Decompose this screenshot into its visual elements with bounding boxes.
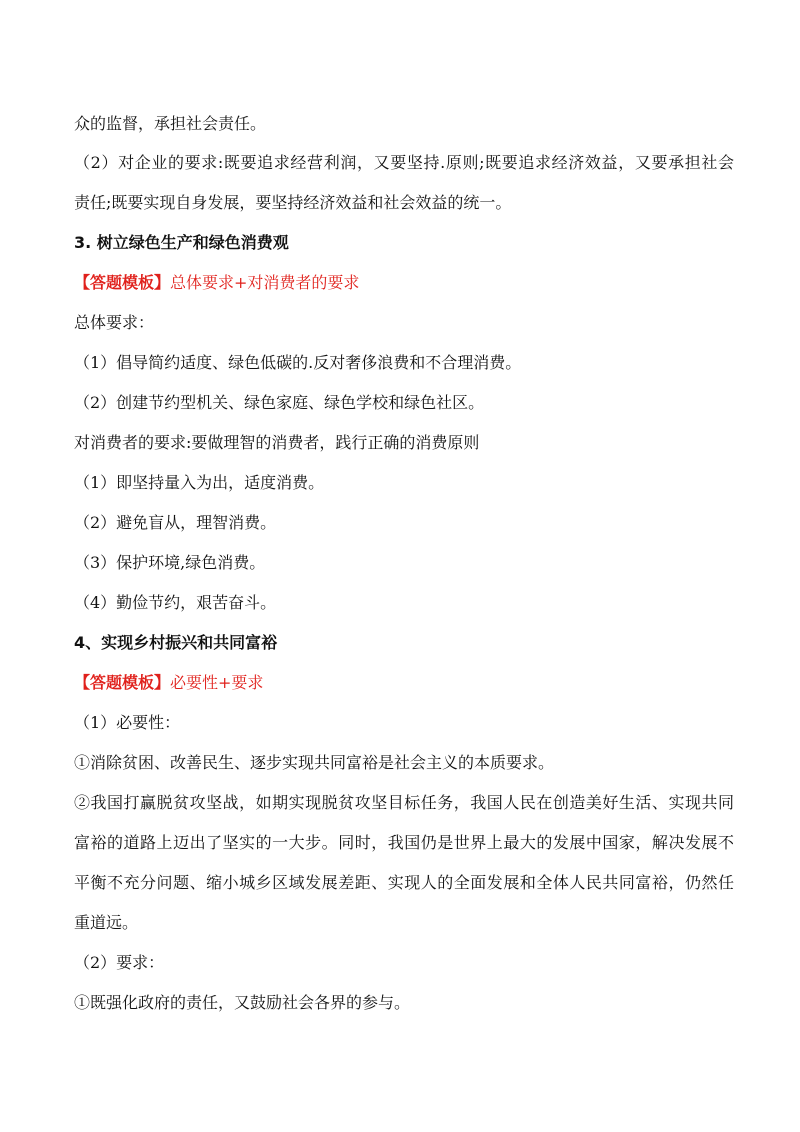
answer-template-3 xyxy=(74,272,734,294)
paragraph-line: ②我国打赢脱贫攻坚战，如期实现脱贫攻坚目标任务，我国人民在创造美好生活、实现共同 xyxy=(74,793,734,812)
answer-template-4 xyxy=(74,672,734,694)
list-item: （3）保护环境,绿色消费。 xyxy=(74,553,266,572)
list-item: （4）勤俭节约，艰苦奋斗。 xyxy=(74,593,277,612)
answer-template-text: 必要性+要求 xyxy=(170,673,264,692)
paragraph-line: 责任;既要实现自身发展，要坚持经济效益和社会效益的统一。 xyxy=(74,193,512,212)
answer-template-text: 总体要求+对消费者的要求 xyxy=(170,273,360,292)
paragraph-line: 富裕的道路上迈出了坚实的一大步。同时，我国仍是世界上最大的发展中国家，解决发展不 xyxy=(74,833,734,852)
paragraph-line: （2）对企业的要求:既要追求经营利润，又要坚持.原则;既要追求经济效益，又要承担社会 xyxy=(74,153,734,172)
list-item: ①消除贫困、改善民生、逐步实现共同富裕是社会主义的本质要求。 xyxy=(74,753,555,772)
paragraph-line: 对消费者的要求:要做理智的消费者，践行正确的消费原则 xyxy=(74,433,480,452)
list-item: ①既强化政府的责任，又鼓励社会各界的参与。 xyxy=(74,993,411,1012)
list-item: （1）即坚持量入为出，适度消费。 xyxy=(74,473,325,492)
list-item: （2）要求： xyxy=(74,953,165,972)
list-item: （2）避免盲从，理智消费。 xyxy=(74,513,277,532)
section-heading-4: 4、实现乡村振兴和共同富裕 xyxy=(74,633,278,652)
paragraph-line: 平衡不充分问题、缩小城乡区域发展差距、实现人的全面发展和全体人民共同富裕，仍然任 xyxy=(74,873,734,892)
paragraph-line: 众的监督，承担社会责任。 xyxy=(74,114,267,133)
list-item: （1）倡导简约适度、绿色低碳的.反对奢侈浪费和不合理消费。 xyxy=(74,353,522,372)
paragraph-line: 总体要求： xyxy=(74,313,155,332)
answer-template-label: 【答题模板】 xyxy=(74,273,171,292)
section-heading-3: 3. 树立绿色生产和绿色消费观 xyxy=(74,233,289,252)
list-item: （2）创建节约型机关、绿色家庭、绿色学校和绿色社区。 xyxy=(74,393,485,412)
answer-template-label: 【答题模板】 xyxy=(74,673,171,692)
paragraph-line: 重道远。 xyxy=(74,913,139,932)
list-item: （1）必要性： xyxy=(74,713,181,732)
